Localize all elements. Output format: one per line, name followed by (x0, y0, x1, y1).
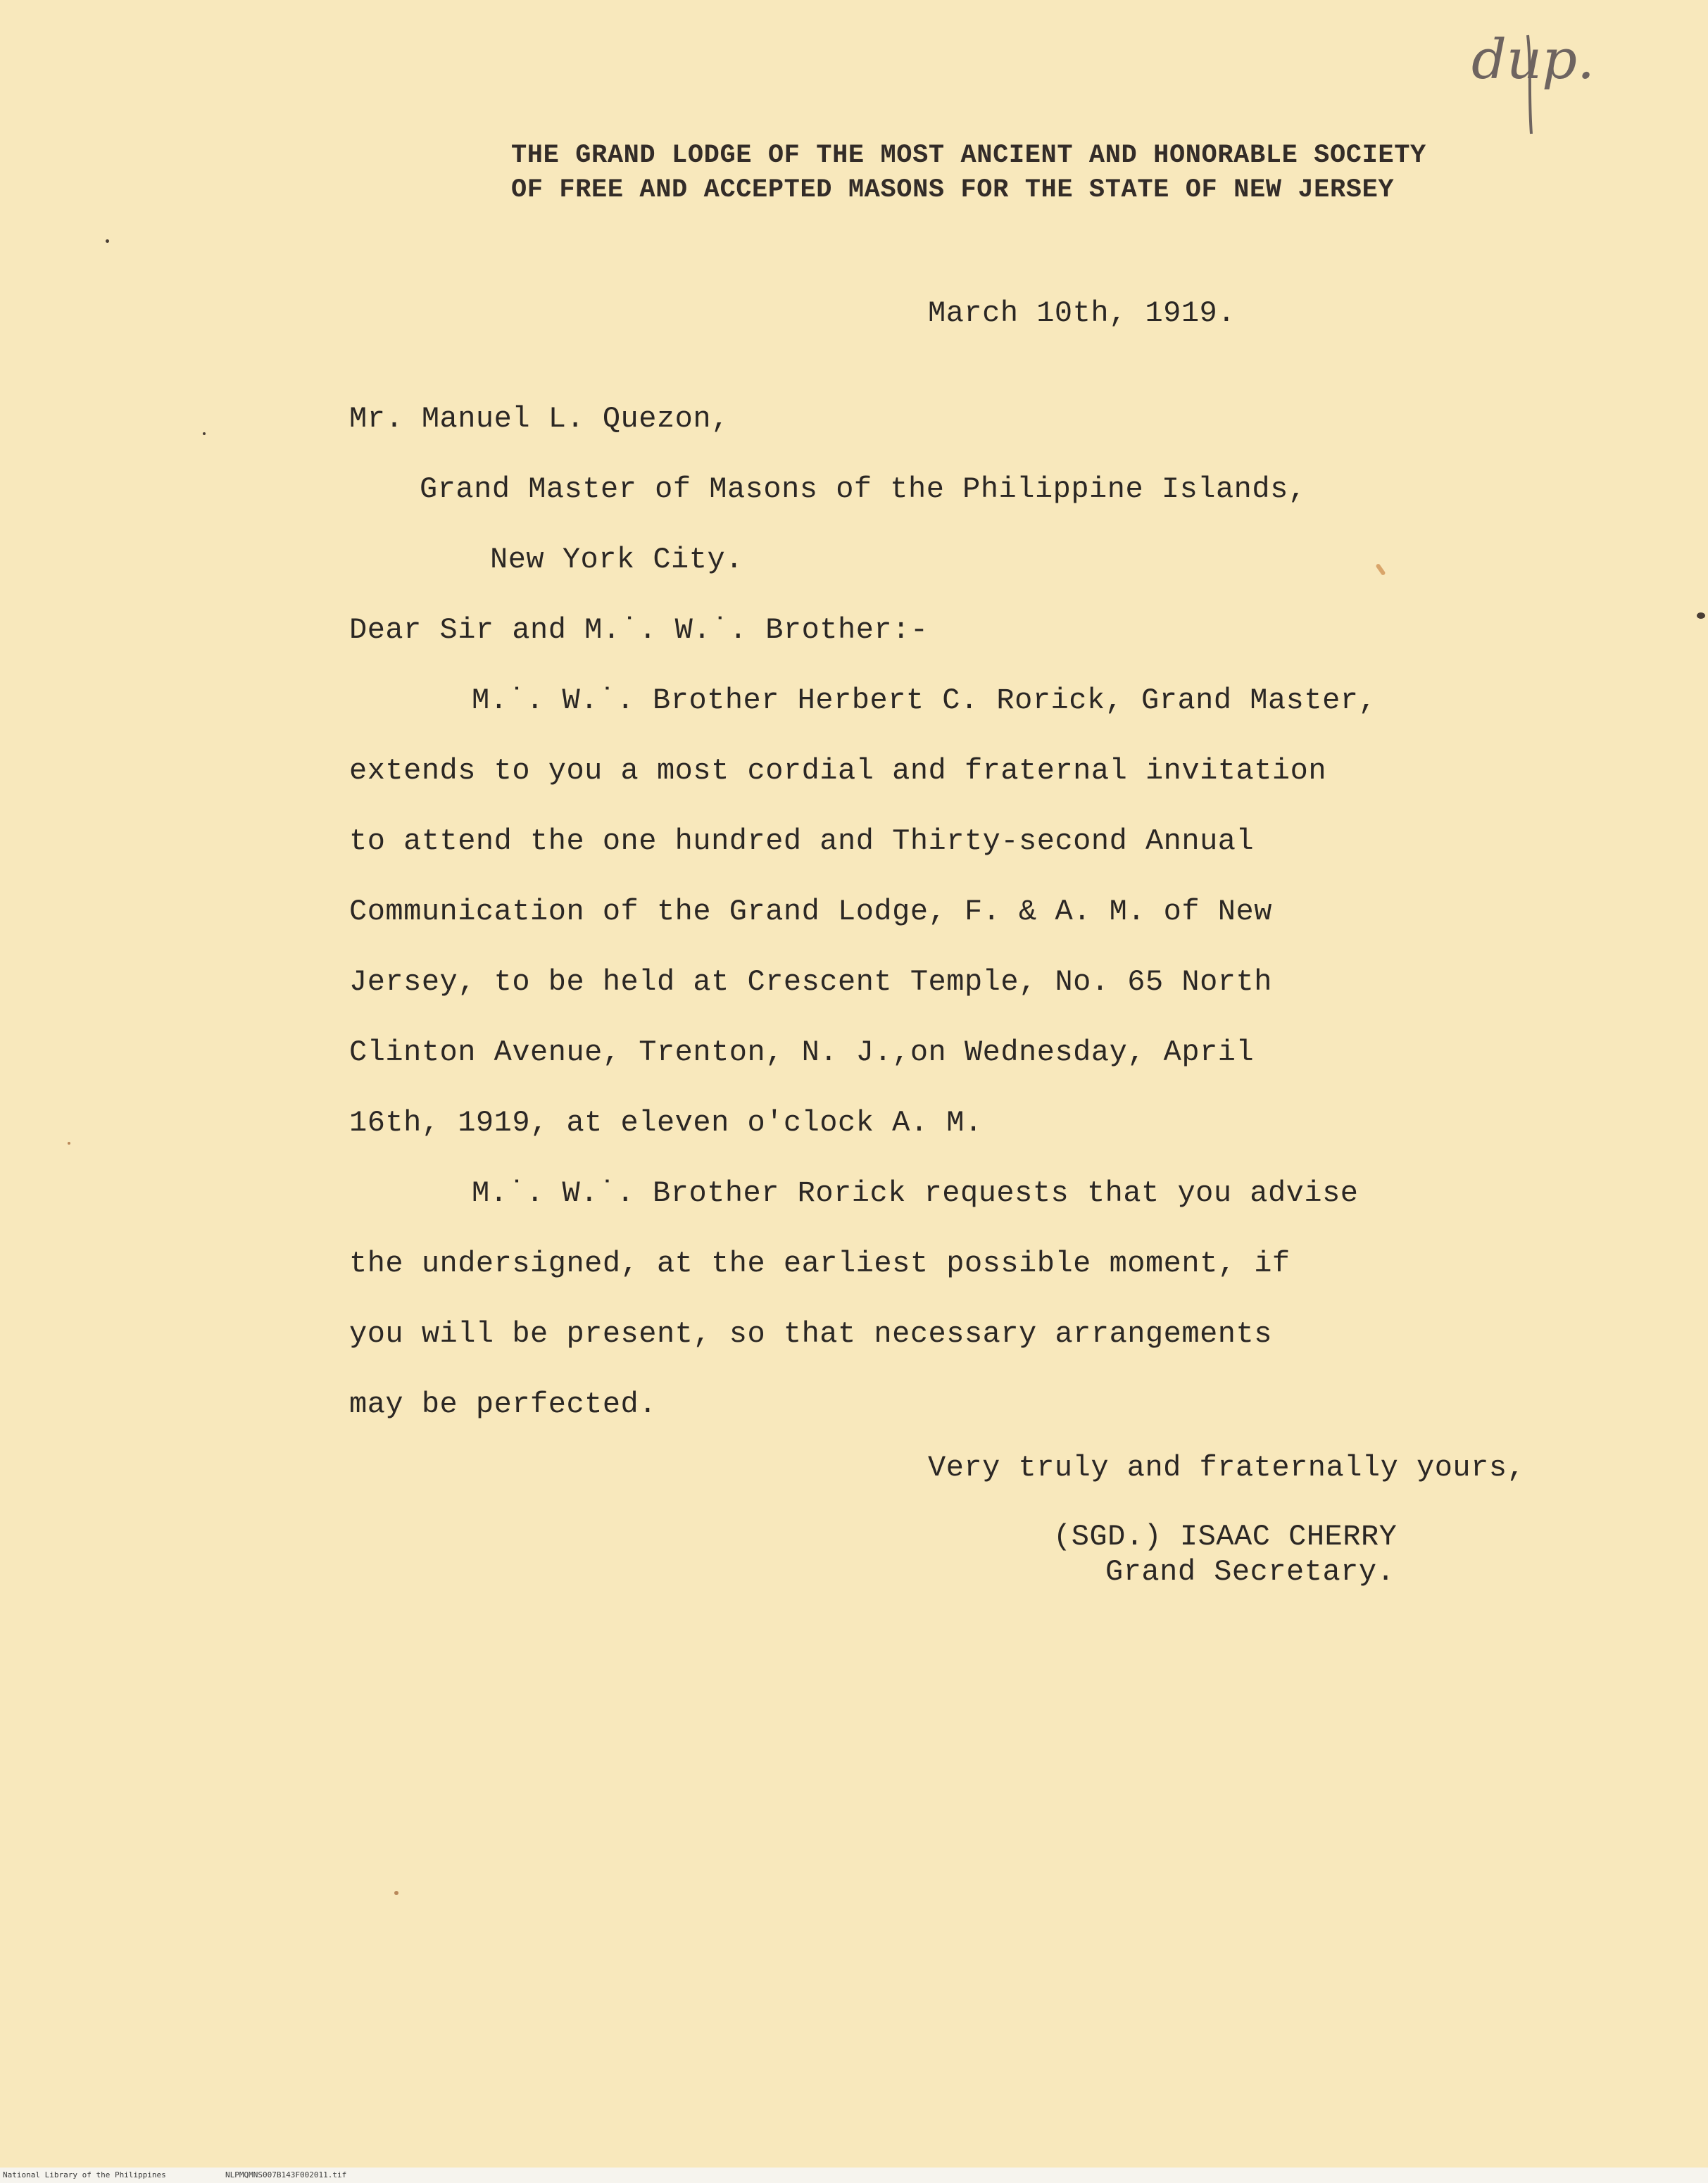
paper-speck (1697, 612, 1705, 619)
closing: Very truly and fraternally yours, (928, 1451, 1526, 1485)
body-line: M.˙. W.˙. Brother Rorick requests that you advise (472, 1176, 1359, 1210)
salutation: Dear Sir and M.˙. W.˙. Brother:- (349, 613, 929, 647)
signature-name: (SGD.) ISAAC CHERRY (1053, 1520, 1398, 1554)
body-line: M.˙. W.˙. Brother Herbert C. Rorick, Grand Master, (472, 684, 1377, 717)
recipient-city: New York City. (490, 543, 743, 577)
paper-speck (394, 1891, 398, 1895)
body-line: to attend the one hundred and Thirty-second Annual (349, 824, 1255, 858)
footer-library: National Library of the Philippines (3, 2170, 166, 2179)
letterhead-line-2: OF FREE AND ACCEPTED MASONS FOR THE STATE OF NEW JERSEY (511, 175, 1395, 205)
signature-title: Grand Secretary. (1105, 1555, 1395, 1589)
body-line: Clinton Avenue, Trenton, N. J.,on Wednesday, April (349, 1036, 1255, 1069)
body-line: you will be present, so that necessary arrangements (349, 1317, 1272, 1351)
recipient-name: Mr. Manuel L. Quezon, (349, 402, 729, 436)
body-line: extends to you a most cordial and fraternal invitation (349, 754, 1327, 788)
paper-speck (106, 239, 109, 243)
letterhead-line-1: THE GRAND LODGE OF THE MOST ANCIENT AND HONORABLE SOCIETY (511, 141, 1426, 170)
body-line: Communication of the Grand Lodge, F. & A. M. of New (349, 895, 1272, 929)
letter-date: March 10th, 1919. (928, 296, 1236, 330)
body-line: 16th, 1919, at eleven o'clock A. M. (349, 1106, 983, 1140)
paper-speck (203, 432, 206, 435)
body-line: Jersey, to be held at Crescent Temple, No. 65 North (349, 965, 1272, 999)
footer-filename: NLPMQMNS007B143F002011.tif (225, 2170, 347, 2179)
scan-footer (0, 2168, 1708, 2183)
paper-speck (68, 1142, 70, 1145)
recipient-title: Grand Master of Masons of the Philippine Islands, (420, 472, 1307, 506)
handwritten-note: dup. (1471, 28, 1595, 92)
body-line: the undersigned, at the earliest possible moment, if (349, 1247, 1291, 1281)
body-line: may be perfected. (349, 1388, 657, 1421)
paper-speck (1375, 563, 1386, 576)
